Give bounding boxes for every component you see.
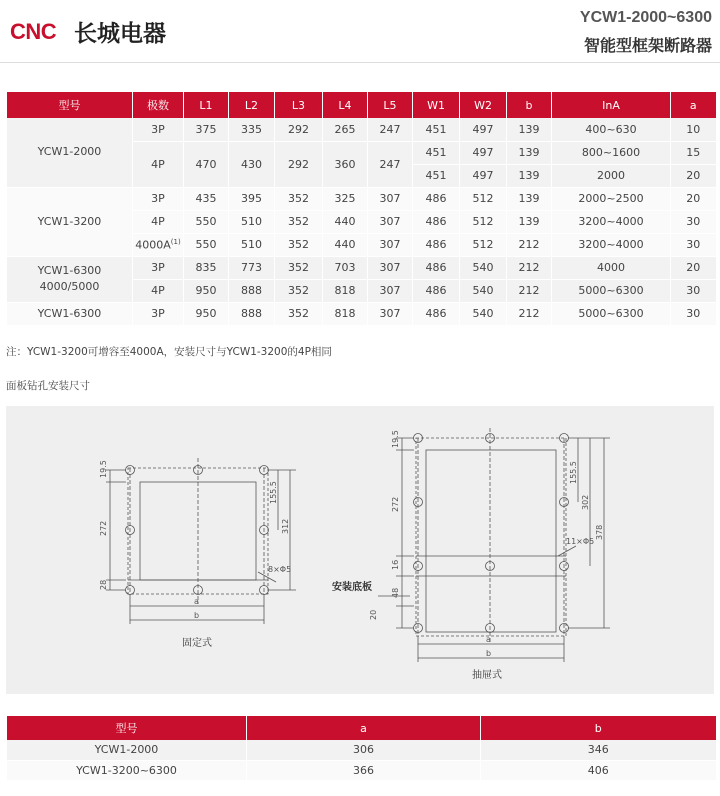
cell: 30 <box>671 302 716 325</box>
cell: 352 <box>275 210 323 233</box>
col-header: L1 <box>184 92 229 118</box>
cell: YCW1-2000 <box>7 740 247 760</box>
cell: 20 <box>671 164 716 187</box>
cell: 497 <box>460 164 507 187</box>
dim-label: 19.5 <box>391 430 400 448</box>
cell: 30 <box>671 210 716 233</box>
cell: 292 <box>275 141 323 187</box>
cell: 818 <box>323 279 368 302</box>
dim-label: 155.5 <box>269 481 278 504</box>
cell: 346 <box>481 740 716 760</box>
table-row <box>7 187 716 210</box>
model-cell <box>7 256 133 302</box>
cell: 512 <box>460 233 507 256</box>
cell: 20 <box>671 187 716 210</box>
cell: 486 <box>413 187 460 210</box>
model-cell: YCW1-6300 <box>7 302 133 325</box>
pole-cell: 3P <box>133 118 184 141</box>
cell: 307 <box>368 210 413 233</box>
cell: 352 <box>275 256 323 279</box>
dim-b-label: b <box>194 611 200 620</box>
col-header: b <box>507 92 552 118</box>
cell: 375 <box>184 118 229 141</box>
cell: 395 <box>229 187 275 210</box>
table-row <box>7 760 716 780</box>
spec-table <box>6 92 716 326</box>
cell: 30 <box>671 279 716 302</box>
col-header: W1 <box>413 92 460 118</box>
col-header: L3 <box>275 92 323 118</box>
cell: 139 <box>507 210 552 233</box>
cell: 3200~4000 <box>552 233 671 256</box>
mounting-header-row <box>7 716 716 740</box>
cell: 307 <box>368 279 413 302</box>
cell: 306 <box>247 740 481 760</box>
footnote: 注：YCW1-3200可增容至4000A，安装尺寸与YCW1-3200的4P相同 <box>6 346 332 358</box>
cell: 470 <box>184 141 229 187</box>
col-header: 极数 <box>133 92 184 118</box>
col-header: a <box>247 716 481 740</box>
pole-cell: 4P <box>133 141 184 187</box>
cell: 773 <box>229 256 275 279</box>
fixed-drawing <box>106 458 296 624</box>
table-row <box>7 740 716 760</box>
dim-label: 272 <box>99 520 108 536</box>
cell: 366 <box>247 760 481 780</box>
col-header: L4 <box>323 92 368 118</box>
fixed-caption: 固定式 <box>182 638 212 649</box>
cell: 3200~4000 <box>552 210 671 233</box>
cell: 512 <box>460 187 507 210</box>
cell: 540 <box>460 279 507 302</box>
cell: 888 <box>229 302 275 325</box>
cell: 352 <box>275 302 323 325</box>
cell: 888 <box>229 279 275 302</box>
holes-label: 11×Φ5 <box>566 537 595 546</box>
cell: 440 <box>323 210 368 233</box>
cell: 512 <box>460 210 507 233</box>
cell: 950 <box>184 279 229 302</box>
model-cell: YCW1-3200 <box>7 187 133 256</box>
cell: 247 <box>368 118 413 141</box>
dim-a-label: a <box>194 597 199 606</box>
cell: 406 <box>481 760 716 780</box>
model-range-title: YCW1-2000~6300 <box>579 9 712 26</box>
dim-label: 272 <box>391 496 400 512</box>
cell: 486 <box>413 302 460 325</box>
cell: 818 <box>323 302 368 325</box>
cell: 510 <box>229 210 275 233</box>
cell: 352 <box>275 233 323 256</box>
cell: 4000 <box>552 256 671 279</box>
drawout-caption: 抽屉式 <box>472 670 502 681</box>
cell: 247 <box>368 141 413 187</box>
dim-label: 378 <box>595 524 604 540</box>
cell: 430 <box>229 141 275 187</box>
cell: 550 <box>184 233 229 256</box>
cell: 212 <box>507 233 552 256</box>
pole-cell <box>133 233 184 256</box>
cell: 212 <box>507 279 552 302</box>
cell: 540 <box>460 302 507 325</box>
col-header: b <box>481 716 716 740</box>
col-header: 型号 <box>7 92 133 118</box>
cell: 497 <box>460 118 507 141</box>
drawing-svg <box>6 406 714 694</box>
section-title: 面板钻孔安装尺寸 <box>6 380 90 392</box>
model-cell: YCW1-2000 <box>7 118 133 187</box>
header-divider <box>0 62 720 63</box>
holes-label: 8×Φ5 <box>268 565 292 574</box>
cell: 307 <box>368 233 413 256</box>
cell: 451 <box>413 164 460 187</box>
pole-text: 4000A <box>135 238 171 252</box>
cell: 2000 <box>552 164 671 187</box>
col-header: W2 <box>460 92 507 118</box>
cell: 307 <box>368 187 413 210</box>
dim-a-label: a <box>486 635 491 644</box>
mounting-table <box>6 716 716 781</box>
pole-cell: 4P <box>133 210 184 233</box>
table-row <box>7 118 716 141</box>
col-header: InA <box>552 92 671 118</box>
dim-label: 28 <box>99 579 108 590</box>
pole-cell: 3P <box>133 302 184 325</box>
col-header: L2 <box>229 92 275 118</box>
brand-name-cn: 长城电器 <box>74 21 166 47</box>
cell: 212 <box>507 302 552 325</box>
cell: 486 <box>413 210 460 233</box>
dim-label: 312 <box>281 518 290 534</box>
cell: 265 <box>323 118 368 141</box>
pole-cell: 3P <box>133 256 184 279</box>
cell: 703 <box>323 256 368 279</box>
cell: 139 <box>507 164 552 187</box>
model-line: 4000/5000 <box>39 280 100 293</box>
model-line: YCW1-6300 <box>37 264 102 277</box>
cell: 30 <box>671 233 716 256</box>
dim-label: 155.5 <box>569 461 578 484</box>
cell: 950 <box>184 302 229 325</box>
cell: 352 <box>275 187 323 210</box>
spec-header-row <box>7 92 716 118</box>
dim-label: 19.5 <box>99 460 108 478</box>
cell: 486 <box>413 256 460 279</box>
cell: 800~1600 <box>552 141 671 164</box>
cell: 540 <box>460 256 507 279</box>
dim-label: 302 <box>581 494 590 510</box>
cell: 335 <box>229 118 275 141</box>
cell: 835 <box>184 256 229 279</box>
cell: 400~630 <box>552 118 671 141</box>
cell: 360 <box>323 141 368 187</box>
cell: 5000~6300 <box>552 302 671 325</box>
cell: 497 <box>460 141 507 164</box>
cell: 307 <box>368 256 413 279</box>
cell: 307 <box>368 302 413 325</box>
cell: 292 <box>275 118 323 141</box>
mounting-drawing <box>6 406 714 694</box>
cell: 2000~2500 <box>552 187 671 210</box>
cell: 139 <box>507 118 552 141</box>
col-header: 型号 <box>7 716 247 740</box>
cell: 20 <box>671 256 716 279</box>
pole-cell: 3P <box>133 187 184 210</box>
pole-cell: 4P <box>133 279 184 302</box>
cell: YCW1-3200~6300 <box>7 760 247 780</box>
col-header: a <box>671 92 716 118</box>
col-header: L5 <box>368 92 413 118</box>
dim-label: 20 <box>369 609 378 620</box>
drawout-dim-labels <box>369 430 604 658</box>
footnote-marker: (1) <box>170 237 181 246</box>
cell: 486 <box>413 279 460 302</box>
cell: 440 <box>323 233 368 256</box>
cell: 15 <box>671 141 716 164</box>
cell: 451 <box>413 141 460 164</box>
cell: 10 <box>671 118 716 141</box>
cell: 435 <box>184 187 229 210</box>
brand-logo: CNC <box>10 19 57 44</box>
cell: 510 <box>229 233 275 256</box>
dim-b-label: b <box>486 649 492 658</box>
cell: 550 <box>184 210 229 233</box>
dim-label: 48 <box>391 587 400 598</box>
cell: 139 <box>507 187 552 210</box>
plate-label: 安装底板 <box>332 582 372 593</box>
dim-label: 16 <box>391 559 400 570</box>
cell: 325 <box>323 187 368 210</box>
table-row <box>7 302 716 325</box>
cell: 139 <box>507 141 552 164</box>
cell: 5000~6300 <box>552 279 671 302</box>
cell: 352 <box>275 279 323 302</box>
product-name: 智能型框架断路器 <box>583 36 712 55</box>
cell: 451 <box>413 118 460 141</box>
cell: 486 <box>413 233 460 256</box>
table-row <box>7 256 716 279</box>
cell: 212 <box>507 256 552 279</box>
